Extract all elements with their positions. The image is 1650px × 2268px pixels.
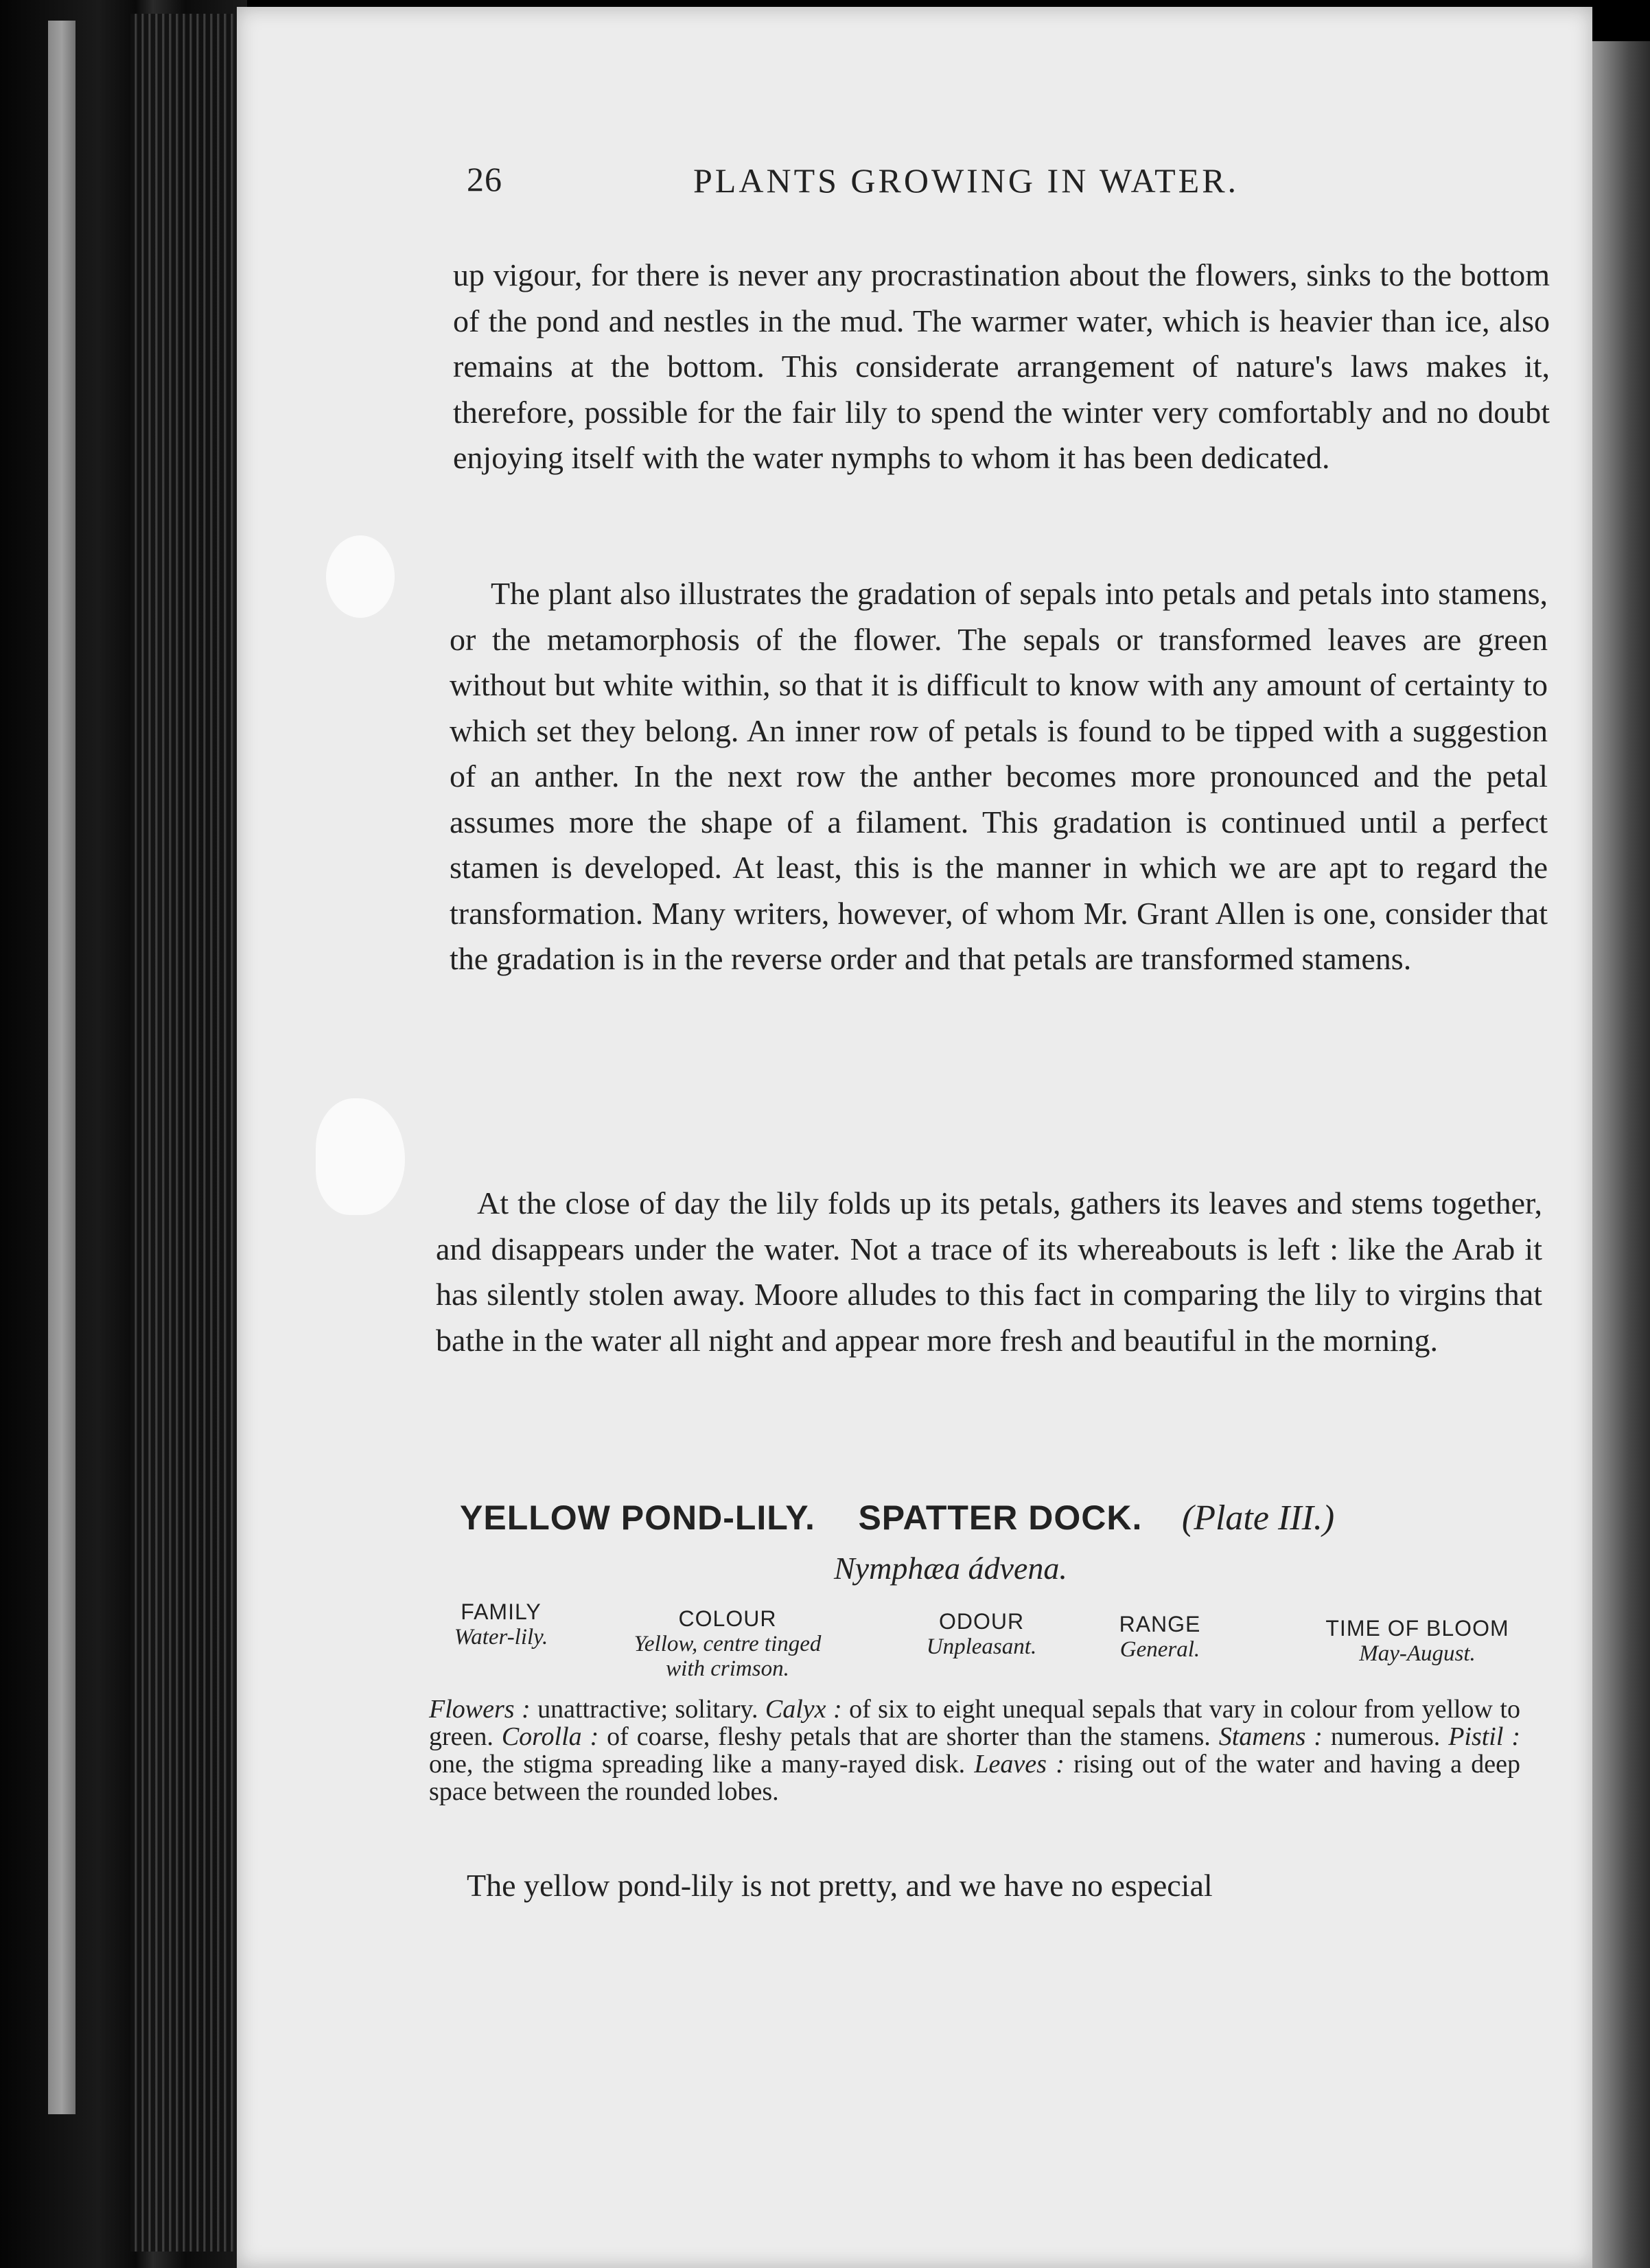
field-time-of-bloom (1304, 1616, 1531, 1666)
field-label: ODOUR (938, 1609, 1025, 1634)
desc-label-leaves: Leaves : (974, 1750, 1065, 1779)
desc-text-corolla: of coarse, fleshy petals that are shorter than the stamens. (599, 1722, 1219, 1751)
body-paragraph: up vigour, for there is never any procrastination about the flowers, sinks to the bottom of the pond and nestles in the mud. The warmer water, which is heavier than ice, also remains at the bottom. This considerate arrangement of nature's laws makes it, therefore, possible for the fair lily to spend the winter very comfortably and no doubt enjoying itself with the water nymphs to whom it has been dedicated. (453, 257, 1550, 475)
running-title: PLANTS GROWING IN WATER. (693, 161, 1240, 200)
plant-entry-heading (460, 1498, 1558, 1538)
field-value: May-August. (1359, 1641, 1476, 1666)
desc-label-pistil: Pistil : (1448, 1722, 1520, 1751)
desc-text-stamens: numerous. (1322, 1722, 1449, 1751)
desc-text-leaves: rising out of the water and having a deep space between the rounded lobes. (429, 1750, 1521, 1806)
running-head (467, 159, 1359, 214)
field-label: COLOUR (678, 1606, 777, 1631)
field-label: FAMILY (461, 1599, 542, 1624)
field-colour (590, 1606, 865, 1681)
body-paragraph: The yellow pond-lily is not pretty, and we have no especial (467, 1868, 1213, 1903)
plant-latin-name: Nymphæa ádvena. (834, 1551, 1067, 1586)
field-label: TIME OF BLOOM (1325, 1616, 1509, 1641)
field-family (432, 1599, 570, 1650)
field-value: Yellow, centre tinged (634, 1632, 822, 1656)
body-paragraph: At the close of day the lily folds up its petals, gathers its leaves and stems together, and disappears under the water. Not a trace of its whereabouts is left : like the Arab it has silently stolen away. Moore alludes to this fact in comparing the lily to virgins that bathe in the water all night and appear more fresh and beautiful in the morning. (436, 1185, 1542, 1358)
field-odour (885, 1609, 1078, 1659)
plate-reference: (Plate III.) (1181, 1498, 1335, 1538)
desc-text-calyx: of six to eight unequal sepals that vary in colour from yellow to green. (429, 1695, 1520, 1751)
desc-text-flowers: unattractive; solitary. (530, 1695, 765, 1724)
field-value: General. (1119, 1637, 1200, 1662)
page-number: 26 (467, 160, 502, 198)
desc-label-stamens: Stamens : (1218, 1722, 1323, 1751)
plant-common-name: YELLOW POND-LILY. (460, 1498, 815, 1537)
field-value: with crimson. (666, 1656, 789, 1681)
desc-text-pistil: one, the stigma spreading like a many-rayed disk. (429, 1750, 975, 1779)
desc-label-corolla: Corolla : (501, 1722, 599, 1751)
plant-alt-name: SPATTER DOCK. (858, 1498, 1143, 1537)
plant-description (429, 1696, 1520, 1805)
desc-label-flowers: Flowers : (429, 1695, 531, 1724)
field-range (1091, 1612, 1229, 1662)
field-value: Unpleasant. (926, 1634, 1037, 1659)
desc-label-calyx: Calyx : (765, 1695, 842, 1724)
field-label: RANGE (1119, 1612, 1201, 1636)
body-paragraph: The plant also illustrates the gradation of sepals into petals and petals into stamens, or the metamorphosis of the flower. The sepals or transformed leaves are green without but white within, so that it is difficult to know with any amount of certainty to which set they belong. An inner row of petals is found to be tipped with a suggestion of an anther. In the next row the anther becomes more pronounced and the petal assumes more the shape of a filament. This gradation is continued until a perfect stamen is developed. At least, this is the manner in which we are apt to regard the transformation. Many writers, however, of whom Mr. Grant Allen is one, consider that the gradation is in the reverse order and that petals are transformed stamens. (450, 576, 1548, 976)
field-value: Water-lily. (454, 1625, 548, 1650)
